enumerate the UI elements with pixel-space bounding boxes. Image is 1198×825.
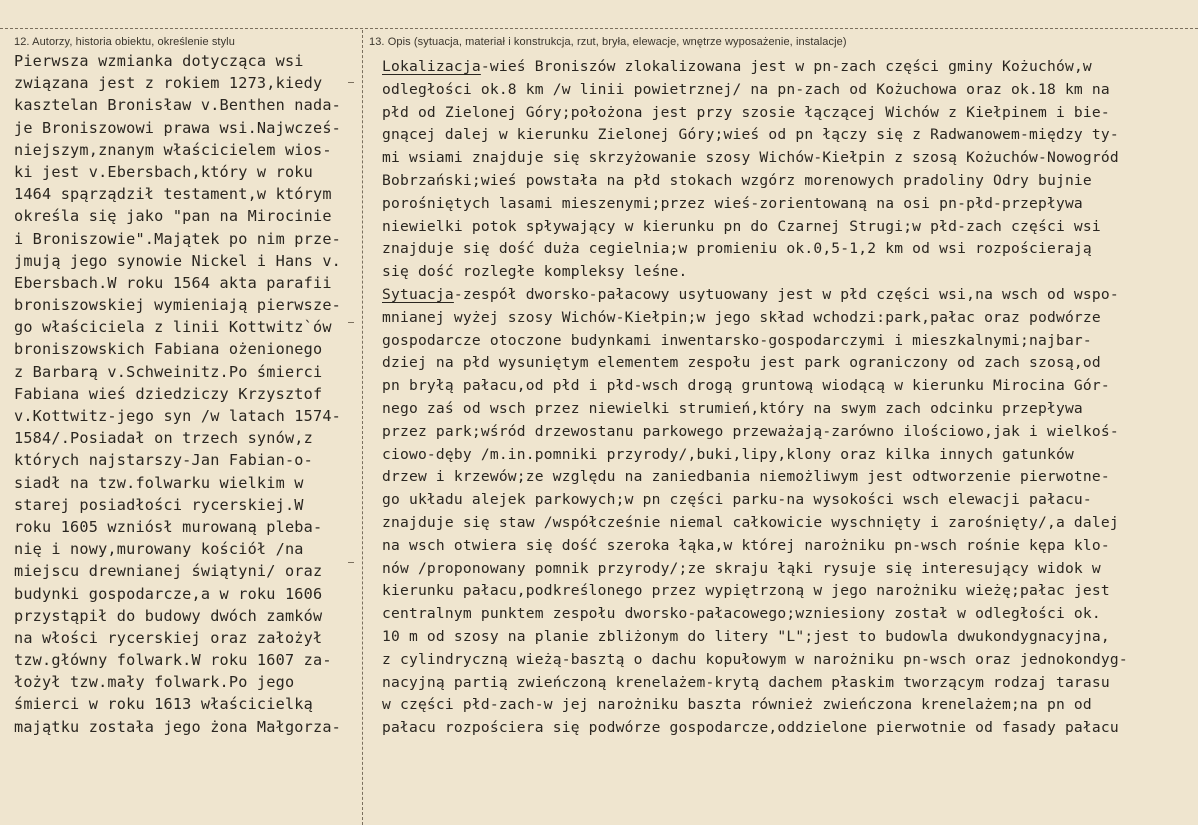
history-text-line: go właściciela z linii Kottwitz`ów bbox=[14, 318, 332, 337]
history-text-line: broniszowskich Fabiana ożenionego bbox=[14, 340, 323, 359]
description-line-text: -wieś Broniszów zlokalizowana jest w pn-zach części gminy Kożuchów,w bbox=[480, 58, 1092, 75]
description-line-text: znajduje się dość duża cegielnia;w promieniu ok.0,5-1,2 km od wsi rozpościerają bbox=[382, 240, 1092, 258]
history-text-line: Ebersbach.W roku 1564 akta parafii bbox=[14, 273, 332, 292]
description-text-line bbox=[382, 170, 1128, 193]
history-text-line: określa się jako "pan na Mirocinie bbox=[14, 207, 332, 226]
description-line-text: gospodarcze otoczone budynkami inwentarsko-gospodarczymi i mieszkalnymi;najbar- bbox=[382, 331, 1092, 349]
description-text-line bbox=[382, 398, 1128, 421]
description-line-text: Bobrzański;wieś powstała na płd stokach wzgórz morenowych pradoliny Odry bujnie bbox=[382, 171, 1092, 189]
description-line-text: nów /proponowany pomnik przyrody/;ze skraju łąki rysuje się interesujący widok w bbox=[382, 559, 1101, 577]
description-line-text: -zespół dworsko-pałacowy usytuowany jest w płd części wsi,na wsch od wspo- bbox=[453, 285, 1119, 303]
description-text-line bbox=[382, 147, 1128, 170]
history-text-line: z Barbarą v.Schweinitz.Po śmierci bbox=[14, 362, 323, 381]
description-line-text: odległości ok.8 km /w linii powietrznej/ na pn-zach od Kożuchowa oraz ok.18 km na bbox=[382, 80, 1110, 98]
description-text-line bbox=[382, 56, 1128, 79]
top-dashed-rule bbox=[0, 28, 1198, 29]
history-text-line: miejscu drewnianej świątyni/ oraz bbox=[14, 562, 323, 581]
description-text-line bbox=[382, 102, 1128, 125]
margin-tick bbox=[348, 562, 354, 563]
description-line-text: z cylindryczną wieżą-basztą o dachu kopułowym w narożniku pn-wsch oraz jednokondyg- bbox=[382, 650, 1128, 668]
description-line-text: drzew i krzewów;ze względu na zaniedbania niemożliwym jest odtworzenie pierwotne- bbox=[382, 468, 1110, 486]
description-text-line bbox=[382, 444, 1128, 467]
description-line-text: znajduje się staw /współcześnie niemal całkowicie wyschnięty i zarośnięty/,a dalej bbox=[382, 513, 1119, 531]
description-text-line bbox=[382, 261, 1128, 284]
description-text-line bbox=[382, 603, 1128, 626]
history-text-line: związana jest z rokiem 1273,kiedy bbox=[14, 74, 323, 93]
description-text-line bbox=[382, 649, 1128, 672]
description-line-text: gnącej dalej w kierunku Zielonej Góry;wieś od pn łączy się z Radwanowem-między ty- bbox=[382, 126, 1119, 144]
description-text-line bbox=[382, 558, 1128, 581]
section-13-heading: 13. Opis (sytuacja, materiał i konstrukcja, rzut, bryła, elewacje, wnętrze wyposażenie, instalacje) bbox=[369, 36, 847, 48]
description-text-line bbox=[382, 284, 1128, 307]
description-line-text: na wsch otwiera się dość szeroka łąka,w której narożniku pn-wsch rośnie kępa klo- bbox=[382, 536, 1110, 554]
history-text-line: starej posiadłości rycerskiej.W bbox=[14, 495, 304, 514]
history-text bbox=[14, 50, 341, 738]
description-line-text: się dość rozległe kompleksy leśne. bbox=[382, 263, 688, 281]
description-text-line bbox=[382, 193, 1128, 216]
history-text-line: siadł na tzw.folwarku wielkim w bbox=[14, 473, 304, 492]
history-text-line: przystąpił do budowy dwóch zamków bbox=[14, 606, 323, 625]
history-text-line: 1584/.Posiadał on trzech synów,z bbox=[14, 429, 313, 448]
description-line-text: pn bryłą pałacu,od płd i płd-wsch drogą gruntową wiodącą w kierunku Mirocina Gór- bbox=[382, 377, 1110, 395]
history-text-line: kasztelan Bronisław v.Benthen nada- bbox=[14, 96, 342, 115]
description-line-text: nacyjną partią zwieńczoną krenelażem-krytą dachem płaskim tworzącym rodzaj tarasu bbox=[382, 673, 1110, 691]
section-12-heading: 12. Autorzy, historia obiektu, określenie stylu bbox=[14, 36, 235, 48]
description-line-text: mnianej wyżej szosy Wichów-Kiełpin;w jego skład wchodzi:park,pałac oraz podwórze bbox=[382, 308, 1101, 326]
description-text-line bbox=[382, 466, 1128, 489]
description-line-text: przez park;wśród drzewostanu parkowego przeważają-zarówno ilościowo,jak i wielkoś- bbox=[382, 422, 1119, 440]
description-line-text: go układu alejek parkowych;w pn części parku-na wysokości wsch elewacji pałacu- bbox=[382, 491, 1092, 509]
description-line-text: mi wsiami znajduje się skrzyżowanie szosy Wichów-Kiełpin z szosą Kożuchów-Nowogród bbox=[382, 149, 1119, 167]
description-text-line bbox=[382, 238, 1128, 261]
description-text-line bbox=[382, 535, 1128, 558]
section-keyword: Lokalizacja bbox=[382, 58, 481, 75]
description-text-line bbox=[382, 672, 1128, 695]
description-text-line bbox=[382, 717, 1128, 740]
description-line-text: kierunku pałacu,podkreślonego przez wypiętrzoną w jego narożniku wieżę;pałac jest bbox=[382, 582, 1110, 600]
history-text-line: na włości rycerskiej oraz założył bbox=[14, 628, 323, 647]
description-line-text: pałacu rozpościera się podwórze gospodarcze,oddzielone pierwotnie od fasady pałacu bbox=[382, 719, 1119, 737]
description-line-text: niewielki potok spływający w kierunku pn do Czarnej Strugi;w płd-zach części wsi bbox=[382, 217, 1101, 235]
history-text-line: je Broniszowowi prawa wsi.Najwcześ- bbox=[14, 118, 342, 137]
history-text-line: 1464 spąrządził testament,w którym bbox=[14, 185, 332, 204]
description-line-text: dziej na płd wysuniętym elementem zespołu jest park ograniczony od zach szosą,od bbox=[382, 354, 1101, 372]
description-text-line bbox=[382, 79, 1128, 102]
margin-tick bbox=[348, 82, 354, 83]
history-text-line: jmują jego synowie Nickel i Hans v. bbox=[14, 251, 342, 270]
history-text-line: śmierci w roku 1613 właścicielką bbox=[14, 695, 313, 714]
history-text-line: broniszowskiej wymieniają pierwsze- bbox=[14, 296, 342, 315]
history-text-line: łożył tzw.mały folwark.Po jego bbox=[14, 673, 295, 692]
description-line-text: ciowo-dęby /m.in.pomniki przyrody/,buki,lipy,klony oraz kilka innych gatunków bbox=[382, 445, 1074, 463]
history-text-line: Pierwsza wzmianka dotycząca wsi bbox=[14, 52, 304, 70]
description-text bbox=[382, 56, 1128, 740]
history-text-line: v.Kottwitz-jego syn /w latach 1574- bbox=[14, 407, 342, 425]
history-text-line: Fabiana wieś dziedziczy Krzysztof bbox=[14, 384, 323, 403]
history-text-line: ki jest v.Ebersbach,który w roku bbox=[14, 162, 313, 181]
description-text-line bbox=[382, 512, 1128, 535]
description-text-line bbox=[382, 580, 1128, 603]
history-text-line: tzw.główny folwark.W roku 1607 za- bbox=[14, 651, 332, 670]
history-text-line: budynki gospodarcze,a w roku 1606 bbox=[14, 584, 323, 603]
description-text-line bbox=[382, 375, 1128, 398]
description-text-line bbox=[382, 216, 1128, 239]
description-line-text: porośniętych lasami mieszenymi;przez wieś-zorientowaną na osi pn-płd-przepływa bbox=[382, 194, 1083, 212]
description-text-line bbox=[382, 124, 1128, 147]
history-text-line: niejszym,znanym właścicielem wios- bbox=[14, 140, 332, 159]
description-line-text: w części płd-zach-w jej narożniku baszta również zwieńczona krenelażem;na pn od bbox=[382, 696, 1092, 714]
description-text-line bbox=[382, 352, 1128, 375]
margin-tick bbox=[348, 322, 354, 323]
description-text-line bbox=[382, 489, 1128, 512]
description-text-line bbox=[382, 330, 1128, 353]
description-text-line bbox=[382, 307, 1128, 330]
description-text-line bbox=[382, 421, 1128, 444]
description-text-line bbox=[382, 626, 1128, 649]
history-text-line: których najstarszy-Jan Fabian-o- bbox=[14, 451, 313, 470]
description-line-text: 10 m od szosy na planie zbliżonym do litery "L";jest to budowla dwukondygnacyjna, bbox=[382, 627, 1110, 645]
description-text-line bbox=[382, 694, 1128, 717]
history-text-line: i Broniszowie".Majątek po nim prze- bbox=[14, 229, 342, 248]
history-text-line: roku 1605 wzniósł murowaną pleba- bbox=[14, 517, 323, 536]
description-line-text: centralnym punktem zespołu dworsko-pałacowego;wzniesiony został w odległości ok. bbox=[382, 605, 1101, 623]
section-keyword: Sytuacja bbox=[382, 285, 454, 303]
history-text-line: majątku została jego żona Małgorza- bbox=[14, 717, 342, 736]
history-text-line: nię i nowy,murowany kościół /na bbox=[14, 540, 304, 559]
description-line-text: nego zaś od wsch przez niewielki strumień,który na swym zach odcinku przepływa bbox=[382, 399, 1083, 417]
description-line-text: płd od Zielonej Góry;położona jest przy szosie łączącej Wichów z Kiełpinem i bie- bbox=[382, 103, 1110, 121]
